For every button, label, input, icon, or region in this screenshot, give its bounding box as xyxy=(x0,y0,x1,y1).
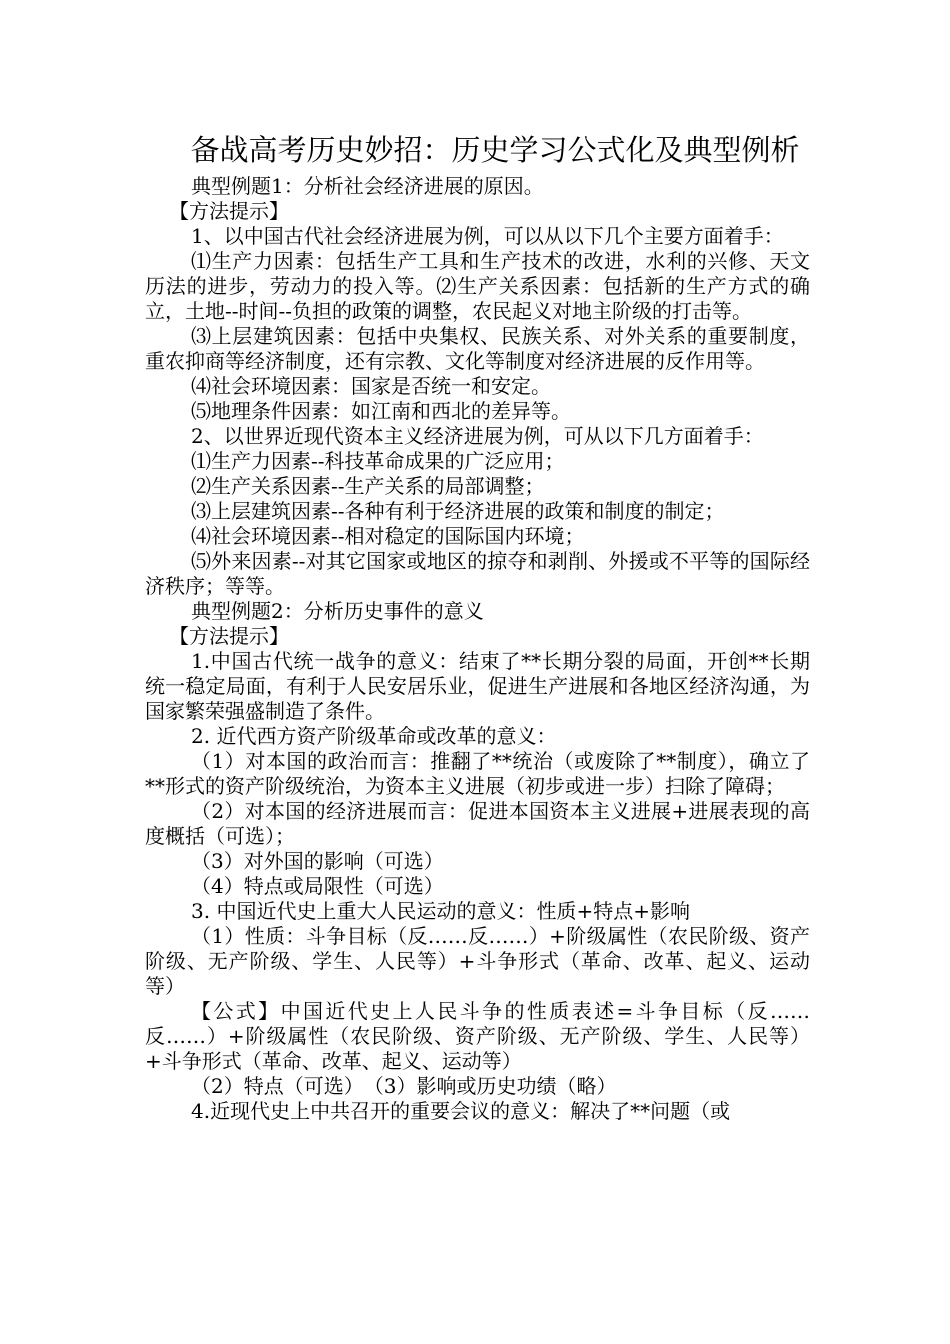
paragraph-p22: 3. 中国近代史上重大人民运动的意义：性质+特点+影响 xyxy=(191,899,690,923)
paragraph-p25: （2）特点（可选） （3）影响或历史功绩（略） xyxy=(191,1074,617,1098)
paragraph-p11: ⑶上层建筑因素--各种有利于经济进展的政策和制度的制定； xyxy=(191,499,725,523)
paragraph-p20: （3）对外国的影响（可选） xyxy=(191,849,444,873)
paragraph-p16: 1.中国古代统一战争的意义：结束了**长期分裂的局面，开创**长期统一稳定局面，有利于人民安居乐业，促进生产进展和各地区经济沟通，为国家繁荣强盛制造了条件。 xyxy=(145,649,810,723)
paragraph-p09: ⑴生产力因素--科技革命成果的广泛应用； xyxy=(191,449,565,473)
document-body xyxy=(145,174,810,1124)
document-title: 备战高考历史妙招：历史学习公式化及典型例析 xyxy=(190,133,800,167)
paragraph-p01: 典型例题1：分析社会经济进展的原因。 xyxy=(191,174,544,198)
paragraph-p03: 1、以中国古代社会经济进展为例，可以从以下几个主要方面着手： xyxy=(191,224,784,248)
paragraph-p04: ⑴生产力因素：包括生产工具和生产技术的改进，水利的兴修、天文历法的进步，劳动力的投入等。⑵生产关系因素：包括新的生产方式的确立，土地--时间--负担的政策的调整，农民起义对地主阶级的打击等。 xyxy=(145,249,810,323)
paragraph-p19: （2）对本国的经济进展而言：促进本国资本主义进展+进展表现的高度概括（可选）； xyxy=(145,799,810,848)
paragraph-p12: ⑷社会环境因素--相对稳定的国际国内环境； xyxy=(191,524,585,548)
paragraph-p15: 【方法提示】 xyxy=(169,624,289,648)
paragraph-p14: 典型例题2：分析历史事件的意义 xyxy=(191,599,484,623)
paragraph-p17: 2. 近代西方资产阶级革命或改革的意义： xyxy=(191,724,557,748)
paragraph-p10: ⑵生产关系因素--生产关系的局部调整； xyxy=(191,474,545,498)
paragraph-p05: ⑶上层建筑因素：包括中央集权、民族关系、对外关系的重要制度，重农抑商等经济制度，还有宗教、文化等制度对经济进展的反作用等。 xyxy=(145,324,810,373)
paragraph-p21: （4）特点或局限性（可选） xyxy=(191,874,444,898)
paragraph-p08: 2、以世界近现代资本主义经济进展为例，可从以下几方面着手： xyxy=(191,424,764,448)
paragraph-p07: ⑸地理条件因素：如江南和西北的差异等。 xyxy=(191,399,571,423)
paragraph-p02: 【方法提示】 xyxy=(169,199,289,223)
paragraph-p24: 【公式】中国近代史上人民斗争的性质表述=斗争目标（反……反……）+阶级属性（农民阶级、资产阶级、无产阶级、学生、人民等）+斗争形式（革命、改革、起义、运动等） xyxy=(145,999,810,1073)
paragraph-p13: ⑸外来因素--对其它国家或地区的掠夺和剥削、外援或不平等的国际经济秩序；等等。 xyxy=(145,549,810,598)
paragraph-p18: （1）对本国的政治而言：推翻了**统治（或废除了**制度），确立了**形式的资产阶级统治，为资本主义进展（初步或进一步）扫除了障碍； xyxy=(145,749,810,798)
paragraph-p06: ⑷社会环境因素：国家是否统一和安定。 xyxy=(191,374,551,398)
paragraph-p23: （1）性质：斗争目标（反……反……）+阶级属性（农民阶级、资产阶级、无产阶级、学生、人民等）+斗争形式（革命、改革、起义、运动等） xyxy=(145,924,810,998)
paragraph-p26: 4.近现代史上中共召开的重要会议的意义：解决了**问题（或 xyxy=(191,1099,731,1123)
